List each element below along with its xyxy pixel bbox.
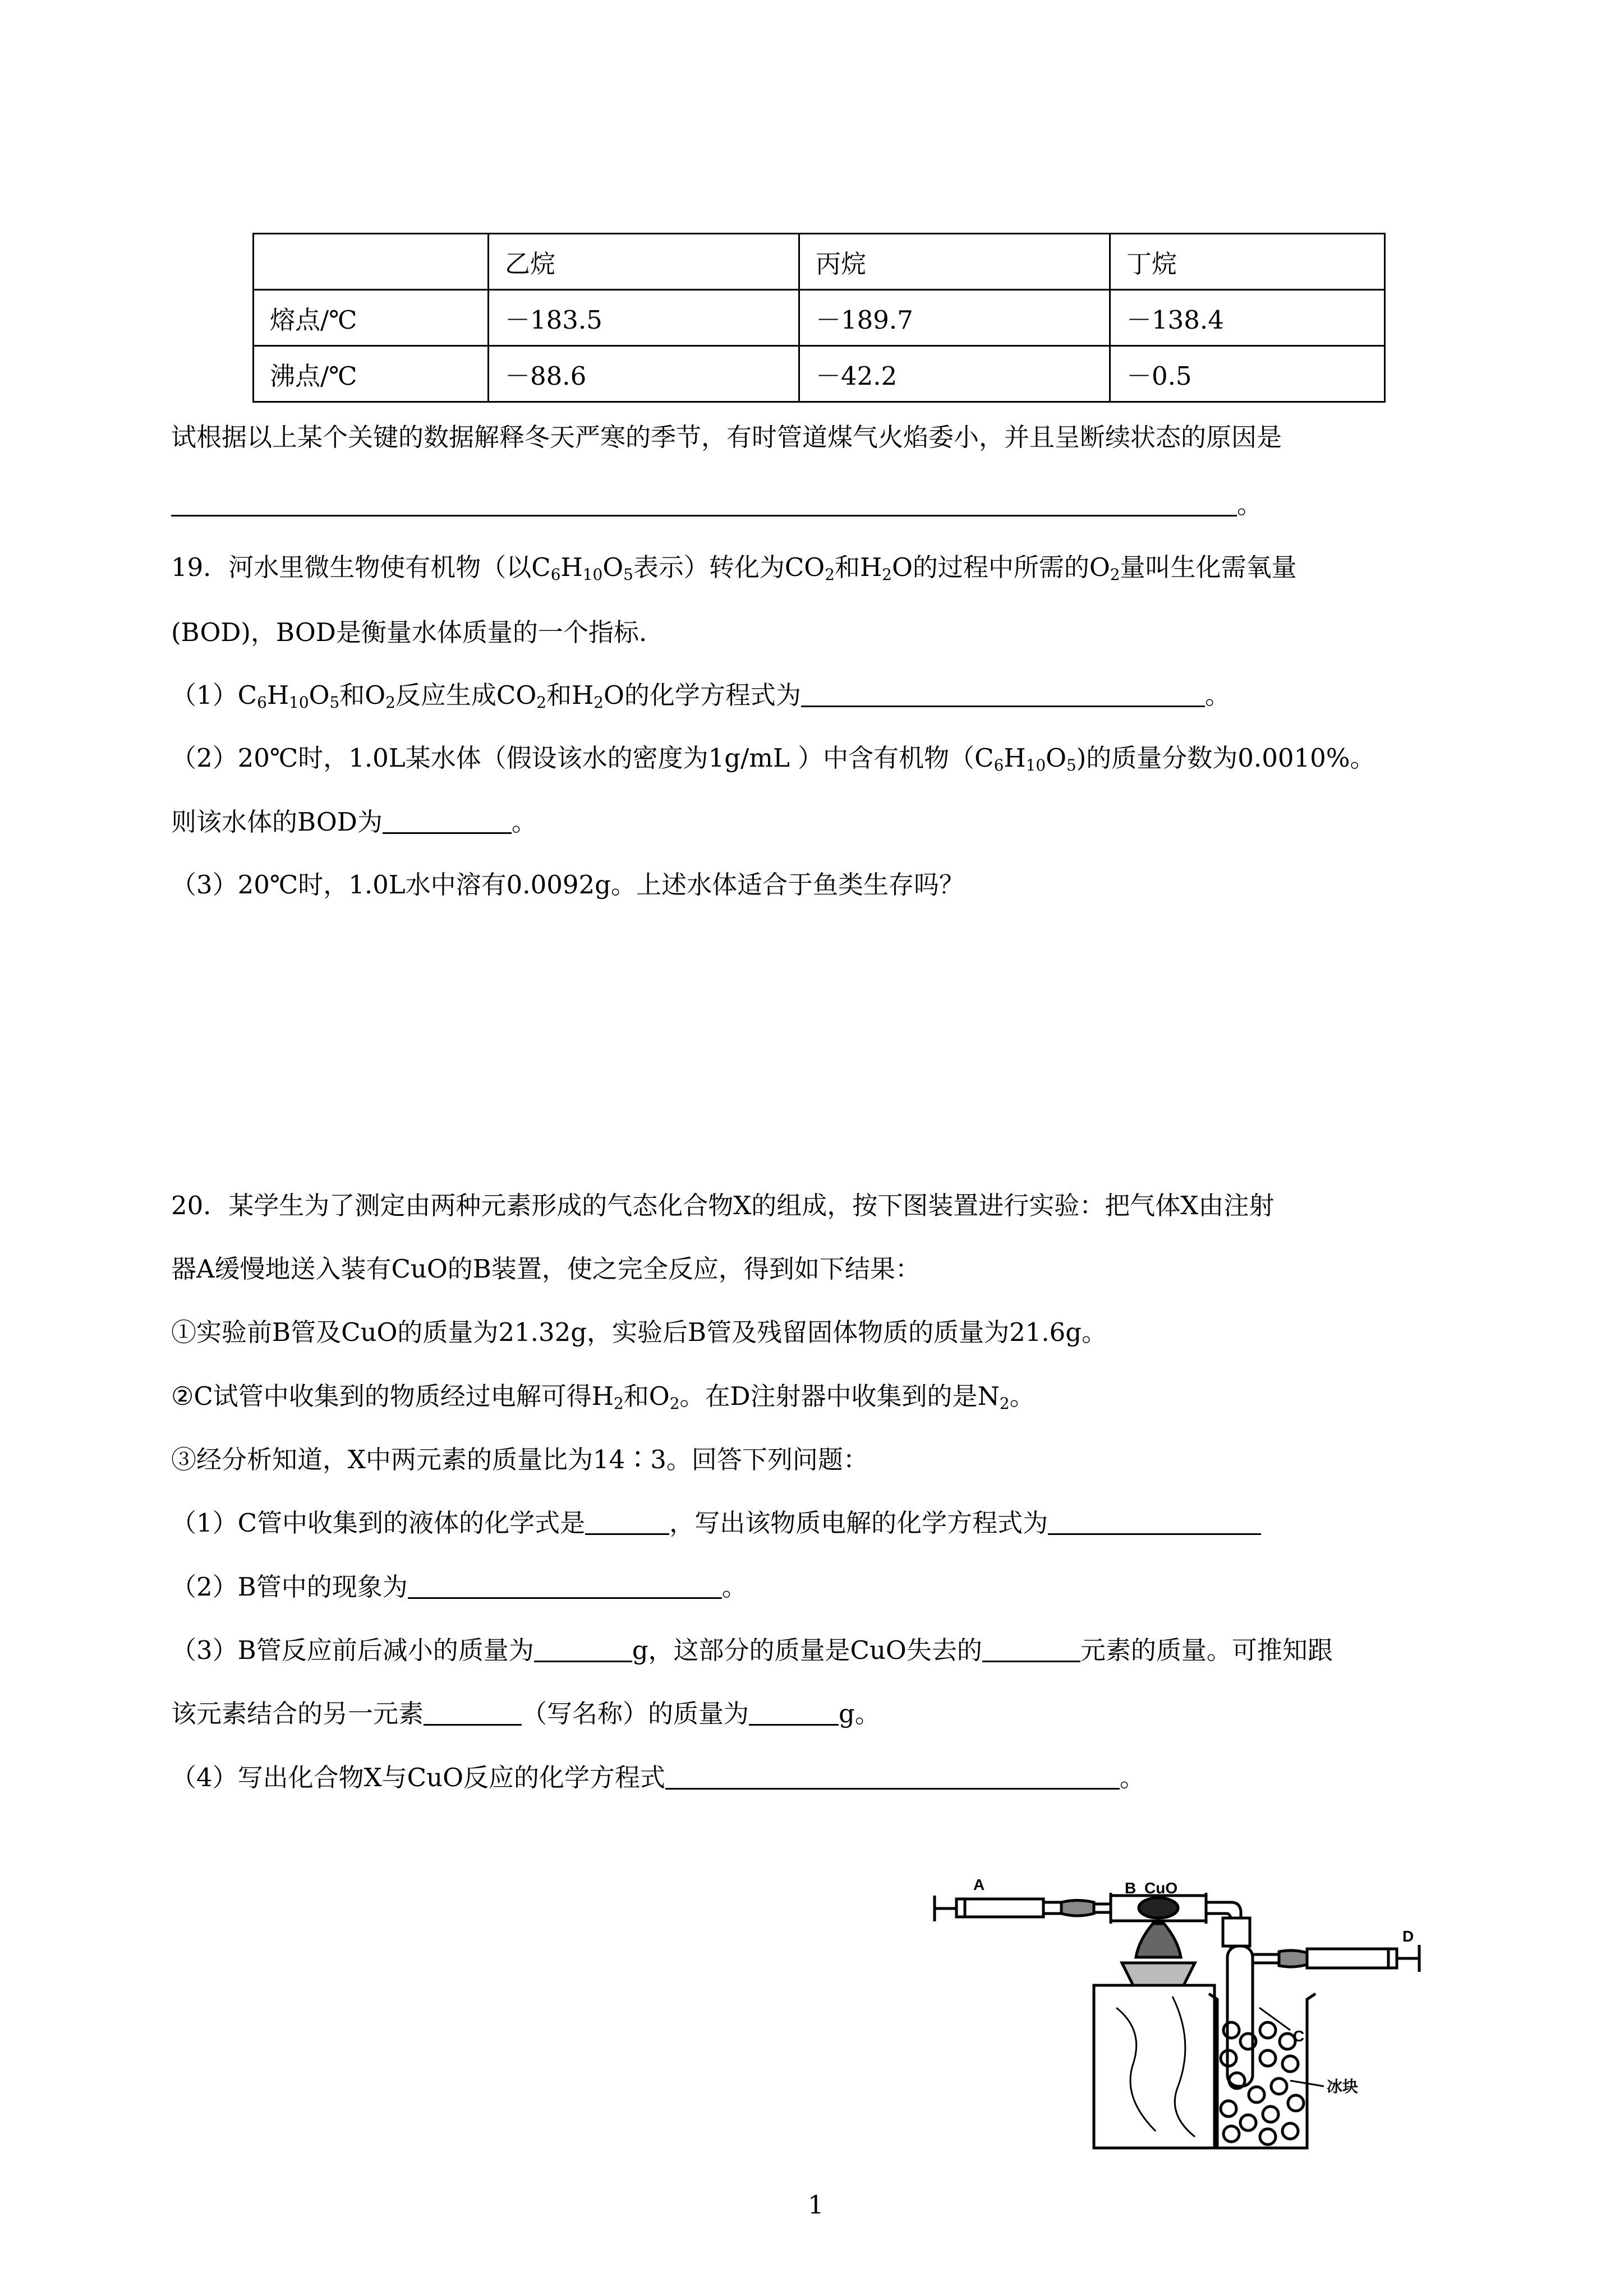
q19-part2-line2: 则该水体的BOD为 。 bbox=[171, 805, 537, 839]
label-cuo: CuO bbox=[1144, 1879, 1178, 1897]
table-cell: －88.6 bbox=[489, 346, 799, 402]
table-row bbox=[254, 346, 1385, 402]
q19-intro-line2: (BOD)，BOD是衡量水体质量的一个指标. bbox=[171, 617, 647, 647]
formula-c6h10o5: $C_6H_{10}O_5$ bbox=[531, 552, 633, 584]
rubber-connector bbox=[1061, 1901, 1094, 1916]
answer-blank[interactable] bbox=[749, 1697, 839, 1726]
answer-blank[interactable] bbox=[171, 488, 1237, 517]
q19-intro-line1: 19．河水里微生物使有机物（以$C_6H_{10}O_5$表示）转化为$CO_2$和$H_2O$的过程中所需的$O_2$量叫生化需氧量 bbox=[171, 552, 1297, 584]
answer-blank[interactable] bbox=[383, 805, 512, 834]
burner bbox=[1094, 1924, 1214, 2148]
ice-beaker bbox=[1209, 1946, 1315, 2148]
q20-intro-line1: 20．某学生为了测定由两种元素形成的气态化合物X的组成，按下图装置进行实验：把气体X由注射 bbox=[171, 1191, 1275, 1220]
table-row bbox=[254, 290, 1385, 346]
q20-intro-line2: 器A缓慢地送入装有CuO的B装置，使之完全反应，得到如下结果： bbox=[171, 1254, 921, 1284]
formula-c6h10o5: $C_6H_{10}O_5$ bbox=[974, 743, 1076, 774]
answer-blank[interactable] bbox=[408, 1570, 722, 1599]
syringe-d bbox=[1307, 1945, 1419, 1972]
label-ice: 冰块 bbox=[1327, 2078, 1359, 2095]
q19-part3: （3）20℃时，1.0L水中溶有0.0092g。上述水体适合于鱼类生存吗？ bbox=[171, 870, 964, 900]
experiment-apparatus-diagram bbox=[931, 1873, 1515, 2154]
formula-c6h10o5: $C_6H_{10}O_5$ bbox=[237, 680, 340, 712]
answer-blank[interactable] bbox=[801, 679, 1205, 707]
q19-part1: $(1)C_6H_{10}O_5$和$O_2$反应生成$CO_2$和$H_2O$的化学方程式为 。 bbox=[171, 679, 1230, 712]
formula-h2: $H_2$ bbox=[591, 1381, 624, 1413]
q20-result2: ②C试管中收集到的物质经过电解可得$H_2$和$O_2$。在D注射器中收集到的是$N_2$。 bbox=[171, 1381, 1035, 1413]
answer-blank[interactable] bbox=[534, 1634, 632, 1662]
formula-co2: $CO_2$ bbox=[784, 552, 835, 584]
table-header-row bbox=[254, 234, 1385, 290]
q20-part3-line2: 该元素结合的另一元素 （写名称）的质量为 g。 bbox=[171, 1697, 880, 1731]
q18-answer-line: 。 bbox=[171, 488, 1262, 522]
row-label: 熔点/℃ bbox=[254, 290, 489, 346]
table-header-cell bbox=[254, 234, 489, 290]
label-a: A bbox=[973, 1876, 985, 1893]
label-b: B bbox=[1125, 1879, 1137, 1897]
tube-b bbox=[1111, 1893, 1206, 1924]
formula-o2: $O_2$ bbox=[648, 1381, 680, 1413]
answer-blank[interactable] bbox=[982, 1634, 1080, 1662]
table-cell: －183.5 bbox=[489, 290, 799, 346]
table-header-cell: 丙烷 bbox=[799, 234, 1110, 290]
answer-blank[interactable] bbox=[1048, 1506, 1261, 1535]
q20-part3: （3）B管反应前后减小的质量为 g，这部分的质量是CuO失去的 元素的质量。可推知跟 bbox=[171, 1634, 1333, 1667]
q20-result1: ①实验前B管及CuO的质量为21.32g，实验后B管及残留固体物质的质量为21.6g。 bbox=[171, 1317, 1107, 1347]
answer-blank[interactable] bbox=[424, 1697, 522, 1726]
q20-part1: （1）C管中收集到的液体的化学式是 ，写出该物质电解的化学方程式为 bbox=[171, 1506, 1261, 1540]
answer-blank[interactable] bbox=[585, 1506, 669, 1535]
q18-prompt: 试根据以上某个关键的数据解释冬天严寒的季节，有时管道煤气火焰委小，并且呈断续状态的原因是 bbox=[171, 422, 1282, 452]
formula-h2o: $H_2O$ bbox=[572, 680, 624, 712]
table-cell: －0.5 bbox=[1110, 346, 1385, 402]
table-cell: －42.2 bbox=[799, 346, 1110, 402]
formula-n2: $N_2$ bbox=[977, 1381, 1010, 1413]
answer-blank[interactable] bbox=[665, 1761, 1120, 1790]
q20-part2: （2）B管中的现象为 。 bbox=[171, 1570, 747, 1604]
formula-o2: $O_2$ bbox=[1089, 552, 1120, 584]
row-label: 沸点/℃ bbox=[254, 346, 489, 402]
table-cell: －189.7 bbox=[799, 290, 1110, 346]
syringe-a bbox=[935, 1896, 1061, 1921]
table-header-cell: 丁烷 bbox=[1110, 234, 1385, 290]
label-d: D bbox=[1402, 1928, 1414, 1945]
q20-part4: （4）写出化合物X与CuO反应的化学方程式 。 bbox=[171, 1761, 1145, 1795]
q20-result3: ③经分析知道，X中两元素的质量比为14∶3。回答下列问题： bbox=[171, 1445, 868, 1474]
formula-co2: $CO_2$ bbox=[496, 680, 546, 712]
page-number: 1 bbox=[808, 2190, 824, 2220]
formula-h2o: $H_2O$ bbox=[859, 552, 913, 584]
table-header-cell: 乙烷 bbox=[489, 234, 799, 290]
formula-o2: $O_2$ bbox=[365, 680, 395, 712]
q19-part2: （2）20℃时，1.0L某水体（假设该水的密度为1g/mL ）中含有机物$(C_6H_{10}O_5)$的质量分数为0.0010%。 bbox=[171, 743, 1375, 774]
label-c: C bbox=[1293, 2027, 1305, 2045]
data-table bbox=[252, 233, 1386, 403]
table-cell: －138.4 bbox=[1110, 290, 1385, 346]
